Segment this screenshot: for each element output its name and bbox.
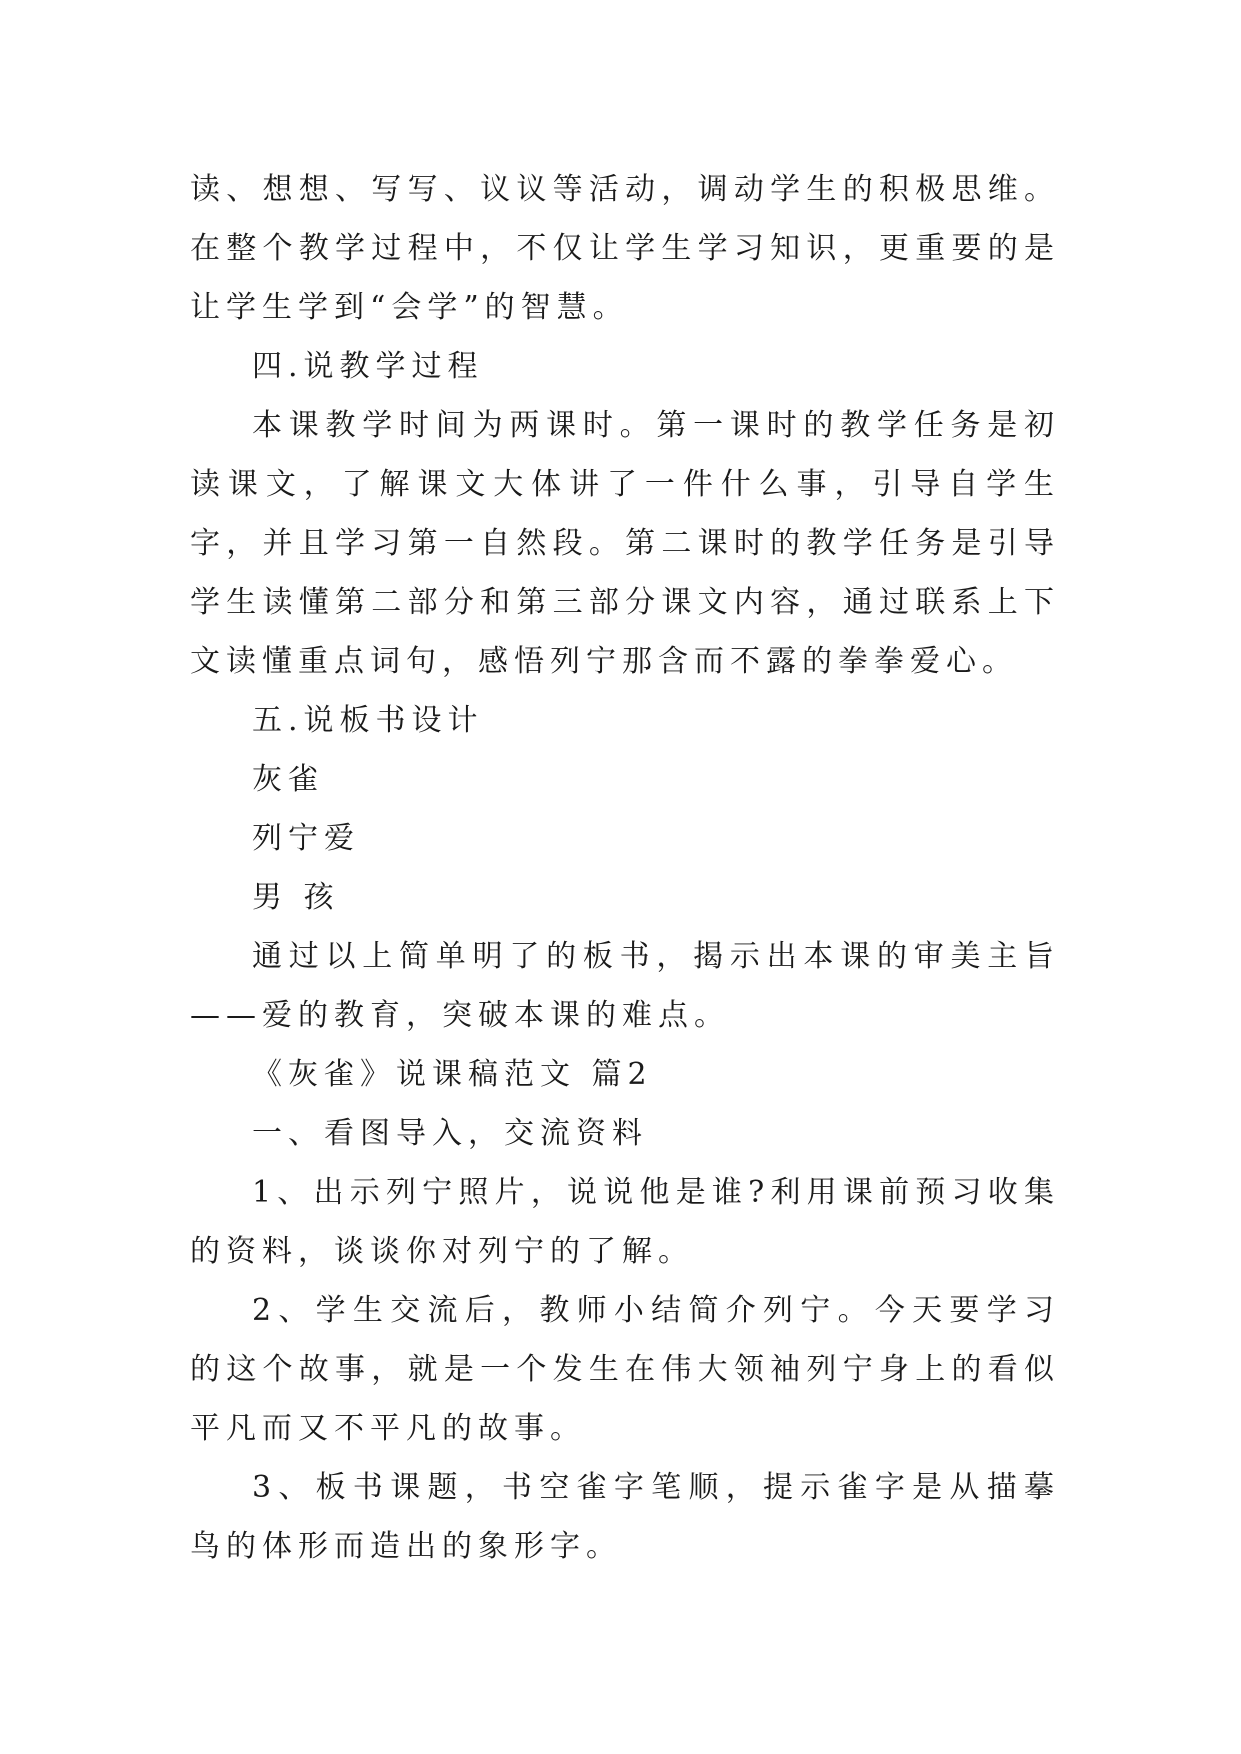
board-line-3: 男 孩 — [252, 880, 340, 915]
heading-intro: 一、看图导入，交流资料 — [252, 1116, 648, 1151]
section-title-part-2: 《灰雀》说课稿范文 篇2 — [252, 1057, 653, 1092]
heading-board-design: 五.说板书设计 — [252, 703, 484, 738]
list-item-1: 1、出示列宁照片，说说他是谁?利用课前预习收集的资料，谈谈你对列宁的了解。 — [190, 1175, 1060, 1269]
paragraph-board-summary: 通过以上简单明了的板书，揭示出本课的审美主旨——爱的教育，突破本课的难点。 — [190, 939, 1060, 1033]
paragraph-teaching-process: 本课教学时间为两课时。第一课时的教学任务是初读课文，了解课文大体讲了一件什么事，引导自学生字，并且学习第一自然段。第二课时的教学任务是引导学生读懂第二部分和第三部分课文内容，通过联系上下文读懂重点词句，感悟列宁那含而不露的拳拳爱心。 — [190, 408, 1060, 679]
board-line-1: 灰雀 — [252, 762, 324, 797]
list-item-2: 2、学生交流后，教师小结简介列宁。今天要学习的这个故事，就是一个发生在伟大领袖列宁身上的看似平凡而又不平凡的故事。 — [190, 1293, 1060, 1446]
list-item-3: 3、板书课题，书空雀字笔顺，提示雀字是从描摹鸟的体形而造出的象形字。 — [190, 1470, 1060, 1564]
heading-teaching-process: 四.说教学过程 — [252, 349, 484, 384]
paragraph-continuation: 读、想想、写写、议议等活动，调动学生的积极思维。在整个教学过程中，不仅让学生学习知识，更重要的是让学生学到“会学”的智慧。 — [190, 172, 1060, 325]
board-line-2: 列宁爱 — [252, 821, 360, 856]
document-page — [190, 160, 1060, 1576]
